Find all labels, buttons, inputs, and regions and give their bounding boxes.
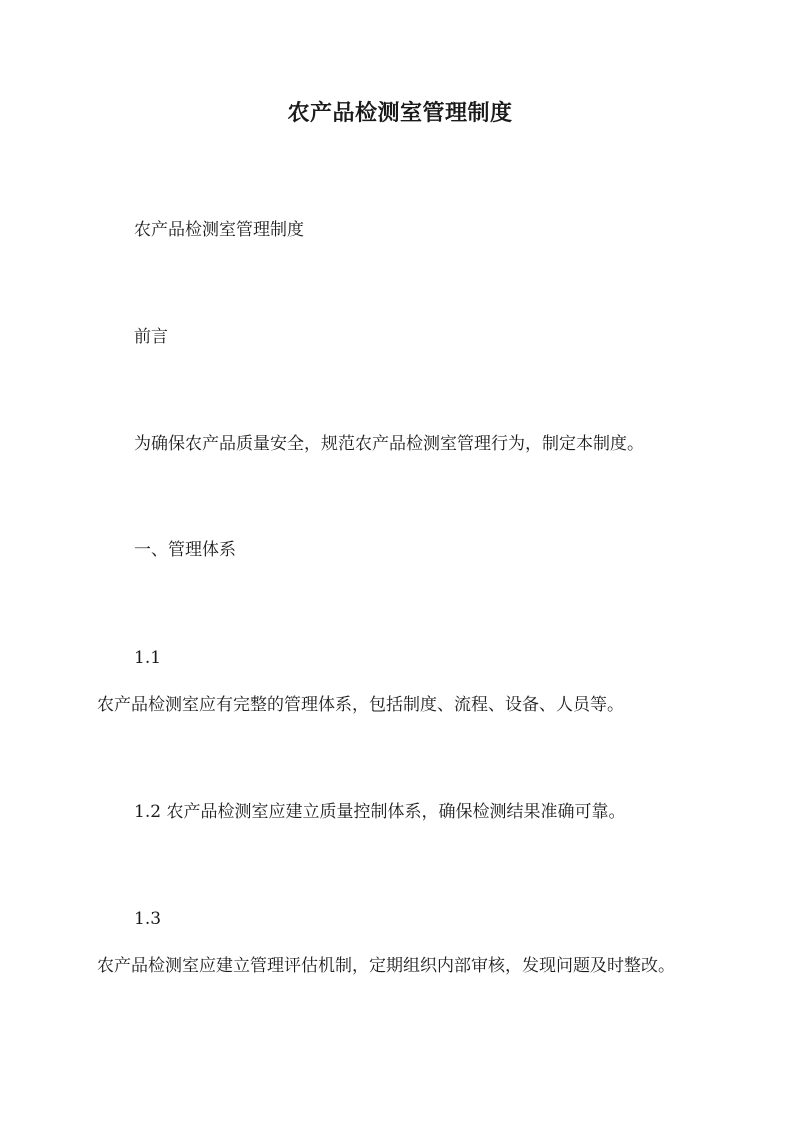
paragraph-subtitle: 农产品检测室管理制度	[134, 220, 304, 240]
clause-1-2: 1.2 农产品检测室应建立质量控制体系，确保检测结果准确可靠。	[134, 802, 626, 822]
clause-body-1-3: 农产品检测室应建立管理评估机制，定期组织内部审核，发现问题及时整改。	[97, 956, 675, 976]
clause-number-1-3: 1.3	[134, 909, 162, 929]
clause-body-1-1: 农产品检测室应有完整的管理体系，包括制度、流程、设备、人员等。	[97, 695, 624, 715]
clause-number-1-1: 1.1	[134, 648, 162, 668]
document-title: 农产品检测室管理制度	[287, 100, 513, 126]
section-heading-management-system: 一、管理体系	[134, 540, 236, 560]
paragraph-preface-body: 为确保农产品质量安全，规范农产品检测室管理行为，制定本制度。	[134, 434, 644, 454]
paragraph-preface-heading: 前言	[134, 327, 168, 347]
